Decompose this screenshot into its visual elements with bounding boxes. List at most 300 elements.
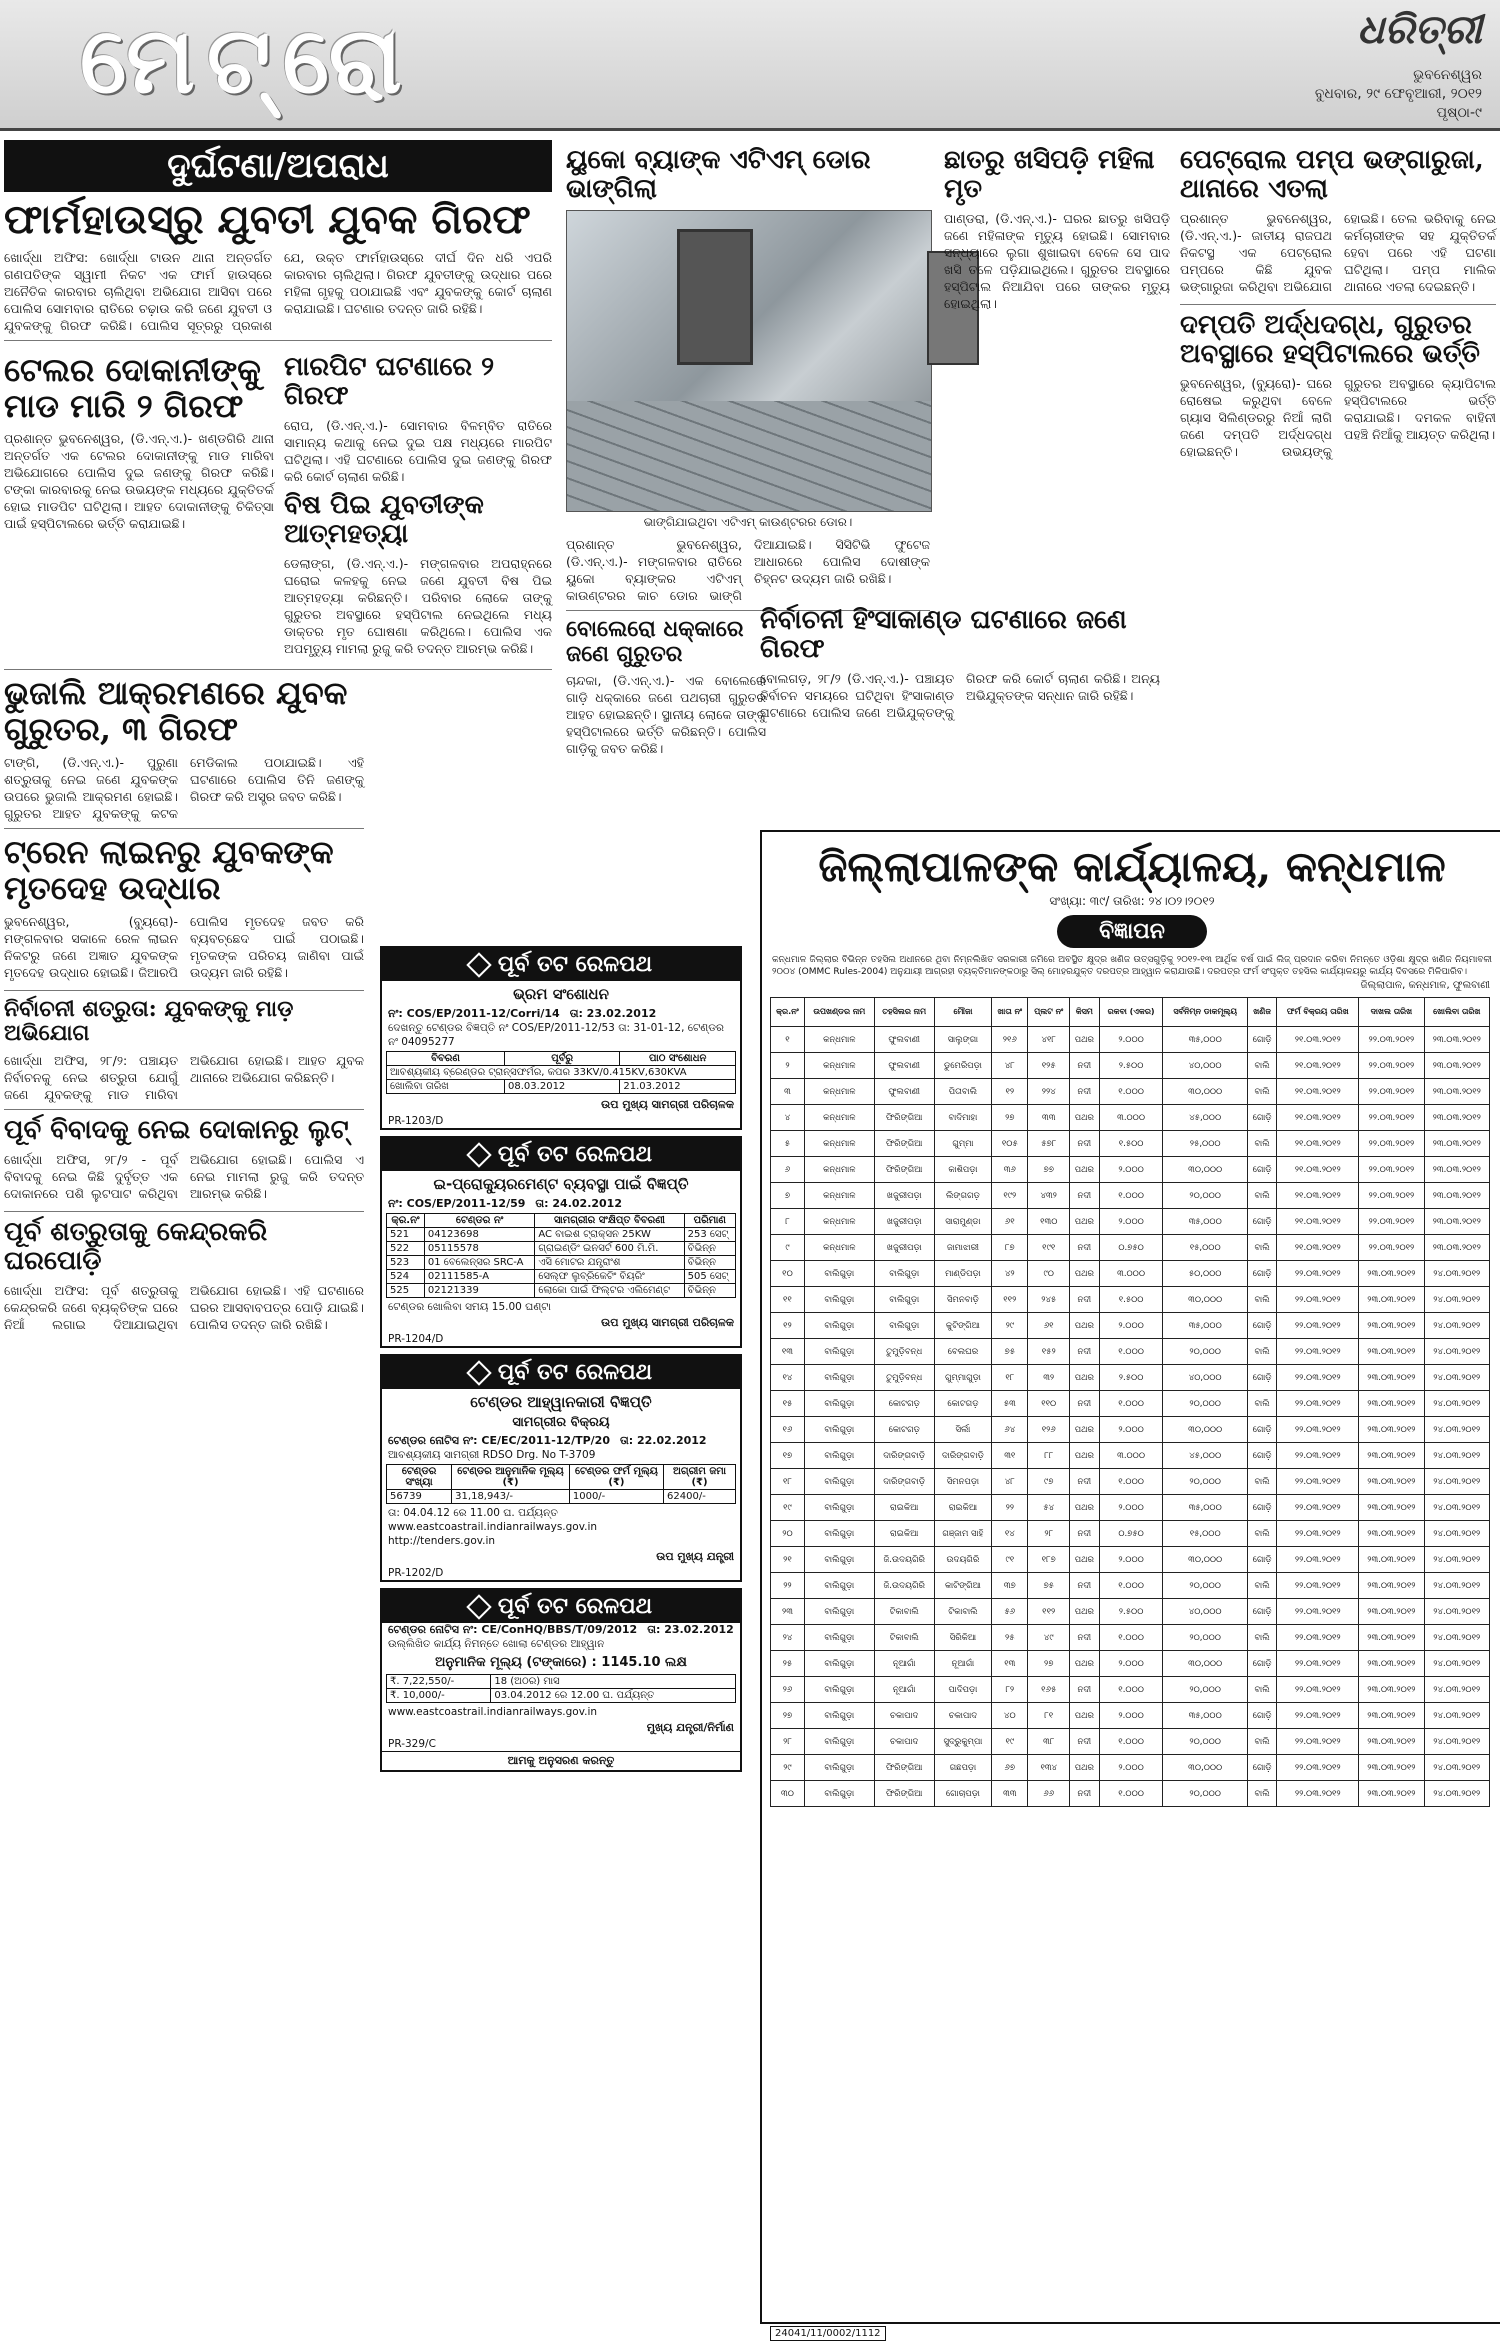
table-cell: ୧.୦୦୦ [1099, 1183, 1163, 1209]
table-cell: ୪୦,୦୦୦ [1163, 1053, 1247, 1079]
table-cell: ୨୨ [992, 1495, 1028, 1521]
table-cell: ଫିରିଙ୍ଗିଆ [874, 1157, 934, 1183]
table-cell: ବାଲିଗୁଡ଼ା [804, 1625, 874, 1651]
table-cell: ୧୮୭ [1028, 1547, 1070, 1573]
table-row [771, 1781, 1490, 1807]
table-cell: ୧୫୨ [1028, 1339, 1070, 1365]
table-cell: ୨୪.୦୩.୨୦୧୨ [1424, 1729, 1489, 1755]
headline: ଛାତରୁ ଖସିପଡ଼ି ମହିଳା ମୃତ [944, 145, 1155, 205]
headline: ନିର୍ବାଚନୀ ହିଂସାକାଣ୍ଡ ଘଟଣାରେ ଜଣେ ଗିରଫ [760, 605, 1127, 665]
table-cell: ୨୨.୦୩.୨୦୧୨ [1277, 1521, 1359, 1547]
column-header: ସର୍ବନିମ୍ନ ଡାକମୂଲ୍ୟ [1163, 998, 1247, 1027]
table-cell: ଗୋଡ଼ି [1247, 1547, 1277, 1573]
table-cell: ୧.୦୦୦ [1099, 1625, 1163, 1651]
story-roof-fall [944, 146, 1170, 312]
table-cell: ୨୩.୦୩.୨୦୧୨ [1359, 1521, 1424, 1547]
railway-logo-icon [466, 1594, 491, 1619]
table-cell: ୨୧.୦୩.୨୦୧୨ [1277, 1235, 1359, 1261]
table-cell: ତୁମୁଡ଼ିବନ୍ଧ [874, 1365, 934, 1391]
table-cell: ୫୩ [992, 1391, 1028, 1417]
table-cell: ଗଛପଡ଼ା [934, 1755, 992, 1781]
table-cell: ୨୩.୦୩.୨୦୧୨ [1424, 1027, 1489, 1053]
table-cell: ୨୩.୦୩.୨୦୧୨ [1359, 1313, 1424, 1339]
table-cell: ୨୧.୦୩.୨୦୧୨ [1277, 1183, 1359, 1209]
table-cell: ୬୧ [1028, 1313, 1070, 1339]
table-cell: କନ୍ଧମାଳ [804, 1157, 874, 1183]
table-cell: ୨୧.୦୩.୨୦୧୨ [1277, 1079, 1359, 1105]
table-cell: ରାଇକିଆ [934, 1495, 992, 1521]
table-cell: ୨୩.୦୩.୨୦୧୨ [1359, 1547, 1424, 1573]
table-cell: ୨୨.୦୩.୨୦୧୨ [1359, 1027, 1424, 1053]
table-cell: ବାଲିଗୁଡ଼ା [804, 1677, 874, 1703]
table-cell: ୨୦,୦୦୦ [1163, 1339, 1247, 1365]
table-cell: ୧.୦୦୦ [1099, 1781, 1163, 1807]
table-cell: ୨୪.୦୩.୨୦୧୨ [1424, 1547, 1489, 1573]
table-row [771, 1105, 1490, 1131]
ad-code: PR-1203/D [388, 1115, 444, 1127]
table-cell: ପଥର [1070, 1313, 1100, 1339]
table-cell: ୨୩.୦୩.୨୦୧୨ [1359, 1729, 1424, 1755]
headline: ୟୁକୋ ବ୍ୟାଙ୍କ ଏଟିଏମ୍ ଡୋର ଭାଙ୍ଗିଲା [566, 145, 871, 205]
table-cell: ୧୧ [771, 1287, 805, 1313]
table-cell: ୧.୦୦୦ [1099, 1677, 1163, 1703]
story-couple-burn [1180, 311, 1496, 460]
table-cell: ରାଇକିଆ [874, 1521, 934, 1547]
table-cell: ୨୩.୦୩.୨୦୧୨ [1424, 1079, 1489, 1105]
table-cell: ଫିରିଙ୍ଗିଆ [874, 1755, 934, 1781]
atm-machine-icon [677, 229, 753, 365]
table-cell: ବାଲିଗୁଡ଼ା [804, 1443, 874, 1469]
table-cell: ୧୩୦ [1028, 1209, 1070, 1235]
table-cell: ୨୧.୦୩.୨୦୧୨ [1277, 1053, 1359, 1079]
table-cell: କନ୍ଧମାଳ [804, 1079, 874, 1105]
table-cell: ବାଲିଗୁଡ଼ା [804, 1391, 874, 1417]
table-cell: ୪୨ [992, 1261, 1028, 1287]
table-cell: ଗୋଡ଼ି [1247, 1651, 1277, 1677]
table-cell: ନଦୀ [1070, 1677, 1100, 1703]
table-cell: ଜି.ଉଦୟଗିରି [874, 1573, 934, 1599]
table-cell: ୨୨.୦୩.୨୦୧୨ [1277, 1261, 1359, 1287]
table-cell: ୧୬ [771, 1417, 805, 1443]
table-cell: ନୂଆଗାଁ [934, 1651, 992, 1677]
photo-caption: ଭାଙ୍ଗିଯାଇଥିବା ଏଟିଏମ୍ କାଉଣ୍ଟରର ଡୋର। [643, 515, 853, 530]
table-cell: ୨୨.୦୩.୨୦୧୨ [1277, 1313, 1359, 1339]
table-cell: ପଥର [1070, 1027, 1100, 1053]
table-cell: ୩୩ [992, 1781, 1028, 1807]
headline: ଟେଲର ଦୋକାନୀଙ୍କୁ ମାଡ ମାରି ୨ ଗିରଫ [4, 350, 261, 425]
table-row [771, 1547, 1490, 1573]
table-cell: ବାଲିଗୁଡ଼ା [804, 1287, 874, 1313]
table-cell: କୁଟିଙ୍ଗିଆ [934, 1313, 992, 1339]
table-cell: ୪୦,୦୦୦ [1163, 1599, 1247, 1625]
table-cell: ୨୪.୦୩.୨୦୧୨ [1424, 1339, 1489, 1365]
column-header: ଉପଖଣ୍ଡର ନାମ [804, 998, 874, 1027]
table-cell: ୬୪ [992, 1417, 1028, 1443]
table-cell: ବାଲିଗୁଡ଼ା [874, 1261, 934, 1287]
table-cell: ବାଲି [1247, 1729, 1277, 1755]
table-cell: କନ୍ଧମାଳ [804, 1027, 874, 1053]
ad-website[interactable]: www.eastcoastrail.indianrailways.gov.in [388, 1706, 598, 1718]
table-row [771, 1469, 1490, 1495]
table-cell: ୮୨ [992, 1677, 1028, 1703]
table-cell: ୨୪୫ [1028, 1287, 1070, 1313]
right-column [1180, 140, 1496, 460]
table-cell: ୨୪.୦୩.୨୦୧୨ [1424, 1495, 1489, 1521]
table-cell: ୬୭ [992, 1755, 1028, 1781]
table-cell: ୧୩ [771, 1339, 805, 1365]
table-cell: ୨.୦୦୦ [1099, 1417, 1163, 1443]
table-cell: ୨୨.୦୩.୨୦୧୨ [1277, 1703, 1359, 1729]
railway-logo-icon [466, 952, 491, 977]
table-cell: ବାଲି [1247, 1469, 1277, 1495]
story-petrol-pump [1180, 146, 1496, 298]
table-cell: ୧୨ [992, 1079, 1028, 1105]
table-cell: ବାଲି [1247, 1235, 1277, 1261]
table-cell: ୧.୦୦୦ [1099, 1339, 1163, 1365]
table-cell: ପଥର [1070, 1547, 1100, 1573]
ad-table: କ୍ର.ନଂ ଟେଣ୍ଡର ନଂ ସାମଗ୍ରୀର ସଂକ୍ଷିପ୍ତ ବିବରଣୀ ପରିମାଣ 521 04123698 AC ବାଇଶ ଟ୍ରାକ୍ସନ 25KW 253 ସେଟ୍ 522 05115578 ଗ୍ରାଇଣ୍ଡିଂ ଇନସର୍ଟ 600 ମି.ମି. ବିଭିନ୍ନ 523 01 ବେଲେନ୍ସର SRC-A ଏସି ମୋଟର ଯନ୍ତ୍ରାଂଶ ବିଭିନ୍ନ 524 02111585-A ସେଲ୍ଫ ଲୁବ୍ରିକେଟିଂ ବିୟରିଂ 505 ସେଟ୍ 525 02121339 ଲୋକୋ ପାଇଁ ଫିଲ୍ଟର ଏଲିମେଣ୍ଟ ବିଭିନ୍ନ [386, 1213, 736, 1298]
table-cell: ୨୩.୦୩.୨୦୧୨ [1359, 1261, 1424, 1287]
table-cell: ୨.୦୦୦ [1099, 1547, 1163, 1573]
table-cell: ଖଜୁରୀପଡ଼ା [874, 1235, 934, 1261]
ad-ref: ଟେଣ୍ଡର ନୋଟିସ ନଂ: CE/ConHQ/BBS/T/09/2012 ତା: 23.02.2012 [388, 1623, 734, 1636]
table-row [771, 1443, 1490, 1469]
table-cell: ତୁମୁଡ଼ିବନ୍ଧ [874, 1339, 934, 1365]
ad-website[interactable]: www.eastcoastrail.indianrailways.gov.in [388, 1521, 598, 1533]
table-row [771, 1131, 1490, 1157]
table-cell: ୪୮ [992, 1053, 1028, 1079]
table-row: 56739 31,18,943/- 1000/- 62400/- [387, 1490, 736, 1504]
table-cell: ୧.୫୦୦ [1099, 1131, 1163, 1157]
headline: ଫାର୍ମହାଉସ୍‌ରୁ ଯୁବତୀ ଯୁବକ ଗିରଫ [4, 196, 531, 243]
table-cell: ୧୧୨ [1028, 1599, 1070, 1625]
table-cell: ସିରିକିଆ [934, 1625, 992, 1651]
table-cell: ନଦୀ [1070, 1339, 1100, 1365]
table-cell: ଗୋଡ଼ି [1247, 1495, 1277, 1521]
headline: ପୂର୍ବ ବିବାଦକୁ ନେଇ ଦୋକାନରୁ ଲୁଟ୍‌ [4, 1114, 349, 1145]
table-cell: ୨୩.୦୩.୨୦୧୨ [1359, 1339, 1424, 1365]
table-cell: ଗୋଡ଼ି [1247, 1313, 1277, 1339]
table-cell: ଦାରିଙ୍ଗବାଡ଼ି [874, 1443, 934, 1469]
table-cell: ୨୬ [771, 1677, 805, 1703]
table-cell: ୧.୦୦୦ [1099, 1573, 1163, 1599]
table-cell: ବାଲିଗୁଡ଼ା [804, 1573, 874, 1599]
table-cell: ୩.୦୦୦ [1099, 1261, 1163, 1287]
table-cell: ଗୋଚାପଡ଼ା [934, 1781, 992, 1807]
table-cell: ୪୫,୦୦୦ [1163, 1105, 1247, 1131]
ad-website-2[interactable]: http://tenders.gov.in [388, 1535, 496, 1547]
table-cell: ୨୪.୦୩.୨୦୧୨ [1424, 1599, 1489, 1625]
table-cell: ଚକାପାଦ [874, 1729, 934, 1755]
table-row [771, 1417, 1490, 1443]
table-cell: ବାଲିଗୁଡ଼ା [804, 1469, 874, 1495]
table-cell: ୨.୦୦୦ [1099, 1313, 1163, 1339]
table-cell: ୨୨ [771, 1573, 805, 1599]
table-cell: ବାଲି [1247, 1053, 1277, 1079]
table-cell: ୨୩.୦୩.୨୦୧୨ [1359, 1469, 1424, 1495]
story-election-feud [4, 997, 364, 1103]
table-cell: ୧୮ [771, 1469, 805, 1495]
table-cell: ୮୧ [1028, 1703, 1070, 1729]
edition-date: ବୁଧବାର, ୨୯ ଫେବୃଆରୀ, ୨୦୧୨ [1314, 86, 1482, 102]
column-header: ମୌଜା [934, 998, 992, 1027]
table-row [771, 1573, 1490, 1599]
table-cell: ସିମନବାଡ଼ି [934, 1287, 992, 1313]
table-cell: ୨୨.୦୩.୨୦୧୨ [1277, 1573, 1359, 1599]
ad-close: ଟେଣ୍ଡର ଖୋଲିବା ସମୟ 15.00 ଘଣ୍ଟା [388, 1301, 551, 1313]
table-cell: କାଟିଙ୍ଗିଆ [934, 1573, 992, 1599]
table-cell: ଟିକାବାଲି [874, 1599, 934, 1625]
table-cell: ୮୮ [1028, 1443, 1070, 1469]
table-cell: ୧୭ [771, 1443, 805, 1469]
table-cell: ପଥର [1070, 1105, 1100, 1131]
headline: ନିର୍ବାଚନୀ ଶତ୍ରୁତା: ଯୁବକଙ୍କୁ ମାଡ଼ ଅଭିଯୋଗ [4, 995, 294, 1047]
story-body: ଟାଙ୍ଗି, (ଡି.ଏନ୍.ଏ.)- ପୁରୁଣା ଶତ୍ରୁତାକୁ ନେଇ ଜଣେ ଯୁବକଙ୍କ ଉପରେ ଭୁଜାଲି ଆକ୍ରମଣ ହୋଇଛି। ଗୁରୁତର ଆହତ ଯୁବକଙ୍କୁ କଟକ ମେଡିକାଲ ପଠାଯାଇଛି। ଏହି ଘଟଣାରେ ପୋଲିସ ତିନି ଜଣଙ୍କୁ ଗିରଫ କରି ଅସ୍ତ୍ର ଜବତ କରିଛି। [4, 754, 364, 821]
table-cell: ୧.୦୦୦ [1099, 1391, 1163, 1417]
table-cell: ୨୨୪ [1028, 1079, 1070, 1105]
table-cell: ୨୪.୦୩.୨୦୧୨ [1424, 1677, 1489, 1703]
table-cell: ୨୩.୦୩.୨୦୧୨ [1359, 1703, 1424, 1729]
table-cell: ବାଲି [1247, 1573, 1277, 1599]
column-header: କିସମ [1070, 998, 1100, 1027]
ad-cost: ଅନୁମାନିକ ମୂଲ୍ୟ (ଟଙ୍କାରେ) : 1145.10 ଲକ୍ଷ [435, 1655, 687, 1670]
ad-subtitle: ଭ୍ରମ ସଂଶୋଧନ [513, 985, 609, 1003]
table-cell: ୩୭ [992, 1573, 1028, 1599]
table-cell: ଗୋଡ଼ି [1247, 1027, 1277, 1053]
table-cell: ନଦୀ [1070, 1391, 1100, 1417]
ad-label: ବିଜ୍ଞାପନ [1057, 915, 1207, 948]
table-cell: ୨୨.୦୩.୨୦୧୨ [1277, 1495, 1359, 1521]
ad-dates: ତା: 04.04.12 ରେ 11.00 ଘ. ପର୍ଯ୍ୟନ୍ତ [388, 1507, 558, 1519]
table-cell: ୩୨ [1028, 1365, 1070, 1391]
table-cell: ୧.୦୦୦ [1099, 1469, 1163, 1495]
table-cell: ୨୪.୦୩.୨୦୧୨ [1424, 1261, 1489, 1287]
table-cell: ୨୩.୦୩.୨୦୧୨ [1424, 1053, 1489, 1079]
table-cell: ୧୦ [771, 1261, 805, 1287]
table-cell: ୨୪ [771, 1625, 805, 1651]
table-cell: ବାଲିଗୁଡ଼ା [804, 1261, 874, 1287]
story-row [4, 347, 552, 663]
table-row: 525 02121339 ଲୋକୋ ପାଇଁ ଫିଲ୍ଟର ଏଲିମେଣ୍ଟ ବିଭିନ୍ନ [387, 1284, 736, 1298]
ad-table: ବିବରଣ ପୂର୍ବରୁ ପାଠ ସଂଶୋଧନ ଆବଶ୍ୟକୀୟ ବ୍ରେଣ୍ଡର ଟ୍ରାନ୍ସଫର୍ମର, କପର 33KV/0.415KV,630KVA ଖୋଲିବା ତାରିଖ 08.03.2012 21.03.2012 [386, 1051, 736, 1094]
table-cell: ପଥର [1070, 1157, 1100, 1183]
table-cell: ୨୨.୦୩.୨୦୧୨ [1359, 1157, 1424, 1183]
table-row [771, 1339, 1490, 1365]
table-cell: ୧୯୧ [1028, 1235, 1070, 1261]
table-cell: ୩୬ [992, 1157, 1028, 1183]
table-cell: ବାଲି [1247, 1625, 1277, 1651]
table-cell: ୨୪.୦୩.୨୦୧୨ [1424, 1443, 1489, 1469]
rail-ad-construction [380, 1588, 742, 1772]
table-cell: ବେଲଘର [934, 1339, 992, 1365]
table-cell: ବାଲି [1247, 1183, 1277, 1209]
ad-signatory: ଉପ ମୁଖ୍ୟ ସାମଗ୍ରୀ ପରିଚାଳକ [601, 1098, 734, 1111]
table-cell: ୨୩.୦୩.୨୦୧୨ [1359, 1573, 1424, 1599]
table-cell: ଫିରିଙ୍ଗିଆ [874, 1105, 934, 1131]
column-header: ତହସିଲର ନାମ [874, 998, 934, 1027]
table-cell: ୨୦,୦୦୦ [1163, 1183, 1247, 1209]
table-cell: ପାଦିପଡ଼ା [934, 1677, 992, 1703]
story-bhujali [4, 676, 364, 822]
table-cell: ୨.୦୦୦ [1099, 1027, 1163, 1053]
table-cell: ୨୨.୦୩.୨୦୧୨ [1277, 1729, 1359, 1755]
table-cell: ନଦୀ [1070, 1079, 1100, 1105]
ad-signatory: ମୁଖ୍ୟ ଯନ୍ତ୍ରୀ/ନିର୍ମାଣ [646, 1721, 734, 1734]
table-cell: କୋଟଗଡ଼ [874, 1391, 934, 1417]
table-cell: ୨୫ [992, 1625, 1028, 1651]
column-header: ରକବା (ଏକର) [1099, 998, 1163, 1027]
table-cell: ୭୫ [992, 1339, 1028, 1365]
table-cell: ୩୦,୦୦୦ [1163, 1651, 1247, 1677]
table-cell: ୨୪.୦୩.୨୦୧୨ [1424, 1313, 1489, 1339]
atm-photo [566, 210, 932, 512]
table-cell: ୨୨.୦୩.୨୦୧୨ [1277, 1287, 1359, 1313]
table-cell: ନଦୀ [1070, 1573, 1100, 1599]
table-row: 522 05115578 ଗ୍ରାଇଣ୍ଡିଂ ଇନସର୍ଟ 600 ମି.ମି. ବିଭିନ୍ନ [387, 1242, 736, 1256]
table-cell: ବାଲି [1247, 1131, 1277, 1157]
table-row [771, 1313, 1490, 1339]
table-cell: ୨.୦୦୦ [1099, 1651, 1163, 1677]
table-row [771, 1495, 1490, 1521]
table-cell: ବାଲି [1247, 1781, 1277, 1807]
ad-reference: ସଂଖ୍ୟା: ୩୯/ ତାରିଖ: ୨୪।୦୨।୨୦୧୨ [1049, 894, 1215, 908]
story-tailor [4, 347, 274, 663]
table-cell: ଗୋଡ଼ି [1247, 1157, 1277, 1183]
table-cell: ନଦୀ [1070, 1053, 1100, 1079]
ad-table: ଟେଣ୍ଡର ସଂଖ୍ୟା ଟେଣ୍ଡର ଆନୁମାନିକ ମୂଲ୍ୟ (₹) ଟେଣ୍ଡର ଫର୍ମ ମୂଲ୍ୟ (₹) ଅଗ୍ରୀମ ଜମା (₹) 56739 31,18,943/- 1000/- 62400/- [386, 1464, 736, 1504]
table-cell: ୭୭ [1028, 1157, 1070, 1183]
table-cell: ୨୩.୦୩.୨୦୧୨ [1424, 1235, 1489, 1261]
table-cell: ୪୩୨ [1028, 1183, 1070, 1209]
table-cell: ୨୧.୦୩.୨୦୧୨ [1277, 1105, 1359, 1131]
table-cell: ଖଜୁରୀପଡ଼ା [874, 1209, 934, 1235]
table-cell: କୋଟଗଡ଼ [934, 1391, 992, 1417]
table-cell: ୫୬ [992, 1599, 1028, 1625]
story-body: ଖୋର୍ଦ୍ଧା ଅଫିସ, ୨୮/୨: ପଞ୍ଚାୟତ ନିର୍ବାଚନକୁ ନେଇ ଶତ୍ରୁତା ଯୋଗୁଁ ଜଣେ ଯୁବକଙ୍କୁ ମାଡ ମାରିବା ଅଭିଯୋଗ ହୋଇଛି। ଆହତ ଯୁବକ ଥାନାରେ ଅଭିଯୋଗ କରିଛନ୍ତି। [4, 1052, 364, 1102]
table-cell: କନ୍ଧମାଳ [804, 1131, 874, 1157]
table-cell: ଗୋଡ଼ି [1247, 1417, 1277, 1443]
column-header: କ୍ର.ନଂ [771, 998, 805, 1027]
edition-city: ଭୁବନେଶ୍ୱର [1413, 67, 1482, 83]
table-row [771, 1209, 1490, 1235]
story-body: ଖୋର୍ଦ୍ଧା ଅଫିସ: ଖୋର୍ଦ୍ଧା ଟାଉନ ଥାନା ଅନ୍ତର୍ଗତ ଗଣପତିଙ୍କ ସ୍ୱାମୀ ନିକଟ ଏକ ଫାର୍ମ ହାଉସ୍‌ରେ ଅନୈତିକ କାରବାର ଚାଲିଥିବା ଅଭିଯୋଗ ଆସିବା ପରେ ପୋଲିସ ସୋମବାର ରାତିରେ ଚଢ଼ାଉ କରି ଜଣେ ଯୁବତୀ ଓ ଯୁବକଙ୍କୁ ଗିରଫ କରିଛି। ପୋଲିସ ସୂତ୍ରରୁ ପ୍ରକାଶ ଯେ, ଉକ୍ତ ଫାର୍ମହାଉସ୍‌ରେ ଦୀର୍ଘ ଦିନ ଧରି ଏପରି କାରବାର ଚାଲିଥିଲା। ଗିରଫ ଯୁବତୀଙ୍କୁ ଉଦ୍ଧାର ପରେ ମହିଳା ଗୃହକୁ ପଠାଯାଇଛି ଏବଂ ଯୁବକଙ୍କୁ କୋର୍ଟ ଚାଲାଣ କରାଯାଇଛି। ଘଟଣାର ତଦନ୍ତ ଜାରି ରହିଛି। [4, 249, 552, 333]
story-suicide [284, 491, 552, 657]
table-cell: ଗୋଡ଼ି [1247, 1443, 1277, 1469]
table-cell: ପଥର [1070, 1365, 1100, 1391]
table-cell: ରାଇକିଆ [874, 1495, 934, 1521]
story-body: ପାଣ୍ଡରା, (ଡି.ଏନ୍.ଏ.)- ଘରର ଛାତରୁ ଖସିପଡ଼ି ଜଣେ ମହିଳାଙ୍କ ମୃତ୍ୟୁ ହୋଇଛି। ସୋମବାର ସନ୍ଧ୍ୟାରେ ଲୁଗା ଶୁଖାଇବା ବେଳେ ସେ ପାଦ ଖସି ତଳେ ପଡ଼ିଯାଇଥିଲେ। ଗୁରୁତର ଅବସ୍ଥାରେ ହସ୍ପିଟାଲ ନିଆଯିବା ପରେ ତାଙ୍କର ମୃତ୍ୟୁ ହୋଇଥିଲା। [944, 211, 1170, 312]
table-cell: ୪୧୮ [1028, 1027, 1070, 1053]
table-cell: ନଦୀ [1070, 1781, 1100, 1807]
table-cell: ୨୯ [771, 1755, 805, 1781]
story-body: ପ୍ରଶାନ୍ତ ଭୁବନେଶ୍ୱର, (ଡି.ଏନ୍.ଏ.)- ଖଣ୍ଡଗିରି ଥାନା ଅନ୍ତର୍ଗତ ଏକ ଟେଲର ଦୋକାନୀଙ୍କୁ ମାଡ ମାରିବା ଅଭିଯୋଗରେ ପୋଲିସ ଦୁଇ ଜଣଙ୍କୁ ଗିରଫ କରିଛି। ଟଙ୍କା କାରବାରକୁ ନେଇ ଉଭୟଙ୍କ ମଧ୍ୟରେ ଯୁକ୍ତିତର୍କ ହୋଇ ମାଡପିଟ ଘଟିଥିଲା। ଆହତ ଦୋକାନୀଙ୍କୁ ଚିକିତ୍ସା ପାଇଁ ହସ୍ପିଟାଲରେ ଭର୍ତ୍ତି କରାଯାଇଛି। [4, 431, 274, 532]
column-header: ପ୍ଲଟ ନଂ [1028, 998, 1070, 1027]
table-cell: ୦.୭୫୦ [1099, 1521, 1163, 1547]
table-cell: ୧ [771, 1027, 805, 1053]
table-cell: ୪୮ [992, 1469, 1028, 1495]
table-cell: ସୁଦ୍ରୁକୁମ୍ପା [934, 1729, 992, 1755]
column-header: ଖାତା ନଂ [992, 998, 1028, 1027]
railway-logo-icon [466, 1360, 491, 1385]
table-cell: ୨୩.୦୩.୨୦୧୨ [1359, 1365, 1424, 1391]
table-cell: ୧୯ [992, 1729, 1028, 1755]
table-cell: ୨୨.୦୩.୨୦୧୨ [1277, 1625, 1359, 1651]
table-cell: ପଥର [1070, 1443, 1100, 1469]
story-body: ରୋପ, (ଡି.ଏନ୍.ଏ.)- ସୋମବାର ବିଳମ୍ବିତ ରାତିରେ ସାମାନ୍ୟ କଥାକୁ ନେଇ ଦୁଇ ପକ୍ଷ ମଧ୍ୟରେ ମାରପିଟ ଘଟିଥିଲା। ଏହି ଘଟଣାରେ ପୋଲିସ ଦୁଇ ଜଣଙ୍କୁ ଗିରଫ କରି କୋର୍ଟ ଚାଲାଣ କରିଛି। [284, 418, 552, 485]
table-cell: ବାଲି [1247, 1339, 1277, 1365]
table-cell: କୋଟଗଡ଼ [874, 1417, 934, 1443]
table-cell: ବାଲିଗୁଡ଼ା [804, 1781, 874, 1807]
table-cell: ୨୪.୦୩.୨୦୧୨ [1424, 1469, 1489, 1495]
table-row [771, 1599, 1490, 1625]
table-cell: ଗୋଡ଼ି [1247, 1105, 1277, 1131]
table-cell: ୩୮ [1028, 1729, 1070, 1755]
headline: ଦମ୍ପତି ଅର୍ଦ୍ଧଦଗ୍ଧ, ଗୁରୁତର ଅବସ୍ଥାରେ ହସ୍ପିଟାଲରେ ଭର୍ତ୍ତି [1180, 310, 1480, 370]
table-cell: ୨୩.୦୩.୨୦୧୨ [1359, 1495, 1424, 1521]
table-cell: ୨୩.୦୩.୨୦୧୨ [1359, 1443, 1424, 1469]
table-cell: ୨.୦୦୦ [1099, 1495, 1163, 1521]
table-row [771, 1157, 1490, 1183]
table-cell: ପଥର [1070, 1703, 1100, 1729]
table-cell: କନ୍ଧମାଳ [804, 1105, 874, 1131]
table-cell: ଖଜୁରୀପଡ଼ା [874, 1183, 934, 1209]
table-cell: ୨୪.୦୩.୨୦୧୨ [1424, 1365, 1489, 1391]
ad-header: ପୂର୍ବ ତଟ ରେଳପଥ [382, 1590, 740, 1623]
table-cell: ୨୦,୦୦୦ [1163, 1781, 1247, 1807]
table-cell: ମାଣ୍ଡିପଡ଼ା [934, 1261, 992, 1287]
table-cell: ପିତାବାଲି [934, 1079, 992, 1105]
table-cell: ୨୪.୦୩.୨୦୧୨ [1424, 1287, 1489, 1313]
table-cell: ୧.୫୦୦ [1099, 1287, 1163, 1313]
table-cell: ୨୨.୦୩.୨୦୧୨ [1277, 1599, 1359, 1625]
collector-advertisement [760, 830, 1500, 2324]
table-cell: ୩୦,୦୦୦ [1163, 1547, 1247, 1573]
table-cell: ୨.୦୦୦ [1099, 1703, 1163, 1729]
table-cell: ଫିରିଙ୍ଗିଆ [874, 1131, 934, 1157]
table-row [771, 1053, 1490, 1079]
table-cell: ୨୨.୦୩.୨୦୧୨ [1359, 1183, 1424, 1209]
table-cell: ୩୦,୦୦୦ [1163, 1157, 1247, 1183]
table-cell: ୩.୦୦୦ [1099, 1443, 1163, 1469]
table-cell: ୨୨.୦୩.୨୦୧୨ [1359, 1079, 1424, 1105]
table-cell: ୧୬୫ [1028, 1677, 1070, 1703]
table-cell: ନଦୀ [1070, 1131, 1100, 1157]
table-cell: ୧୨୬ [1028, 1417, 1070, 1443]
table-cell: ୧୫,୦୦୦ [1163, 1521, 1247, 1547]
table-cell: ୨.୫୦୦ [1099, 1053, 1163, 1079]
table-cell: ବାଲି [1247, 1677, 1277, 1703]
table-cell: ୪୦,୦୦୦ [1163, 1365, 1247, 1391]
table-cell: କନ୍ଧମାଳ [804, 1183, 874, 1209]
table-row: 523 01 ବେଲେନ୍ସର SRC-A ଏସି ମୋଟର ଯନ୍ତ୍ରାଂଶ ବିଭିନ୍ନ [387, 1256, 736, 1270]
headline: ପୂର୍ବ ଶତ୍ରୁତାକୁ କେନ୍ଦ୍ରକରି ଘରପୋଡ଼ି [4, 1216, 268, 1277]
table-cell: ବାଦିମାହା [934, 1105, 992, 1131]
table-cell: ଉଦୟଗିରି [934, 1547, 992, 1573]
table-cell: ୬୧ [992, 1209, 1028, 1235]
table-cell: ୧୯ [771, 1495, 805, 1521]
table-cell: ବାଲିଗୁଡ଼ା [804, 1755, 874, 1781]
table-cell: ୦.୭୫୦ [1099, 1235, 1163, 1261]
table-cell: ୨୦,୦୦୦ [1163, 1729, 1247, 1755]
table-cell: ନୂଆଗାଁ [874, 1651, 934, 1677]
table-cell: ୨୧.୦୩.୨୦୧୨ [1277, 1027, 1359, 1053]
table-cell: ୨୪.୦୩.୨୦୧୨ [1424, 1651, 1489, 1677]
table-cell: ୩୫,୦୦୦ [1163, 1495, 1247, 1521]
table-cell: ୨୩.୦୩.୨୦୧୨ [1424, 1209, 1489, 1235]
table-cell: ୨୩.୦୩.୨୦୧୨ [1359, 1651, 1424, 1677]
table-cell: ବାଲିଗୁଡ଼ା [804, 1521, 874, 1547]
table-cell: ବାଲିଗୁଡ଼ା [804, 1547, 874, 1573]
